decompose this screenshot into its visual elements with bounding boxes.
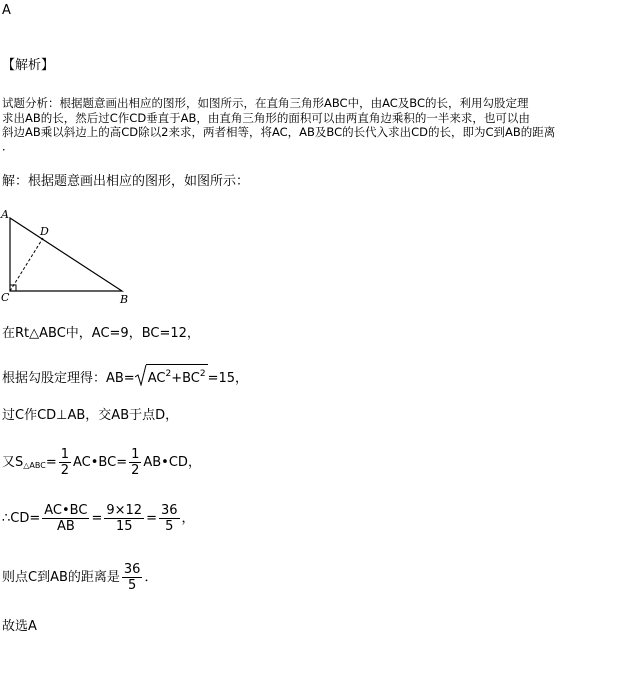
- radicand-bc: +BC: [171, 371, 200, 386]
- fraction-9x12-over-15: $\frac{9\times 12}{15}$: [106, 503, 143, 534]
- step-perpendicular: 过C作CD⊥AB，交AB于点D，: [2, 408, 179, 423]
- triangle-figure: [0, 205, 150, 305]
- area-eq: =: [45, 455, 57, 470]
- analysis-line-1: 试题分析：根据题意画出相应的图形，如图所示，在直角三角形ABC中，由AC及BC的长，利用勾股定理: [2, 96, 529, 110]
- exponent-2: 2: [199, 369, 206, 379]
- solution-intro: 解：根据题意画出相应的图形，如图所示：: [2, 174, 250, 189]
- fraction-ac-bc-over-ab: $\frac{AC•BC}{AB}$: [44, 503, 88, 534]
- step-distance: [2, 562, 157, 593]
- half-fraction-1: $\frac{1}{2}$: [60, 447, 70, 478]
- section-title: 【解析】: [2, 58, 55, 73]
- label-d: D: [40, 225, 49, 238]
- area-term-2: AB•CD，: [143, 455, 201, 470]
- altitude-cd: [10, 238, 43, 291]
- step-pythagoras: [2, 364, 248, 388]
- cd-suffix: ，: [181, 511, 195, 526]
- pythagoras-prefix: 根据勾股定理得：AB=: [2, 371, 135, 386]
- radicand-ac: AC: [147, 371, 166, 386]
- step-cd-calc: ∴CD= $\frac{AC•BC}{AB}$ = $\frac{9\times 12}{15}$ = $\frac{36}{5}$ ，: [2, 503, 195, 534]
- radical-icon: [135, 364, 147, 386]
- label-a: A: [1, 208, 9, 221]
- analysis-line-3: 斜边AB乘以斜边上的高CD除以2来求，两者相等，将AC，AB及BC的长代入求出CD的长，即为C到AB的距离: [2, 125, 556, 139]
- cd-prefix: ∴CD=: [2, 511, 41, 526]
- sqrt-expression: [135, 364, 208, 388]
- step-area: [2, 447, 201, 478]
- half-fraction-2: $\frac{1}{2}$: [131, 447, 140, 478]
- triangle-abc: [10, 218, 122, 291]
- pythagoras-suffix: =15，: [207, 371, 249, 386]
- analysis-line-2: 求出AB的长，然后过C作CD垂直于AB，由直角三角形的面积可以由两直角边乘积的一半来求，也可以由: [2, 111, 530, 125]
- answer-letter: A: [2, 3, 11, 18]
- area-term-1: AC•BC=: [73, 455, 128, 470]
- label-c: C: [1, 291, 10, 304]
- step-given: 在Rt△ABC中，AC=9，BC=12，: [2, 326, 200, 341]
- analysis-line-4: ．: [2, 139, 14, 153]
- area-prefix: 又S: [2, 455, 24, 470]
- final-answer: 故选A: [2, 619, 37, 634]
- fraction-36-over-5: $\frac{36}{5}$: [160, 503, 178, 534]
- distance-fraction: $\frac{36}{5}$: [123, 562, 141, 593]
- label-b: B: [120, 293, 129, 305]
- exponent-1: 2: [165, 369, 172, 379]
- distance-prefix: 则点C到AB的距离是: [2, 570, 120, 585]
- area-subscript: △ABC: [23, 461, 46, 470]
- distance-suffix: ．: [144, 570, 158, 585]
